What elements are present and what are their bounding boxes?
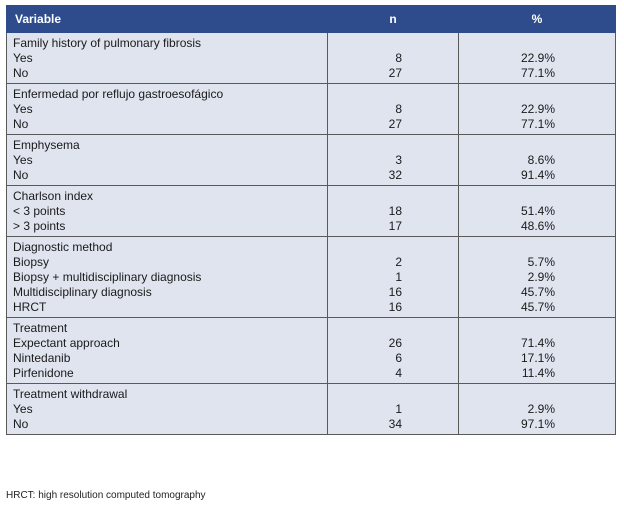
row-n: 16 (388, 300, 402, 314)
row-percent: 22.9% (520, 102, 555, 116)
n-cell (328, 186, 459, 237)
n-cell (328, 84, 459, 135)
spacer (465, 138, 555, 153)
row-n: 17 (388, 219, 402, 233)
group-title: Treatment (13, 321, 68, 335)
footnote: HRCT: high resolution computed tomography (6, 490, 206, 501)
n-cell (328, 318, 459, 384)
group-title: Enfermedad por reflujo gastroesofágico (13, 87, 224, 101)
row-n: 3 (395, 153, 402, 167)
spacer (465, 321, 555, 336)
spacer (334, 36, 402, 51)
row-n: 34 (388, 417, 402, 431)
row-percent: 2.9% (527, 270, 555, 284)
spacer (465, 387, 555, 402)
row-percent: 51.4% (520, 204, 555, 218)
row-percent: 5.7% (527, 255, 555, 269)
spacer (334, 240, 402, 255)
percent-cell (459, 33, 616, 84)
row-label: Expectant approach (13, 336, 120, 350)
table-row (7, 237, 616, 318)
row-n: 4 (395, 366, 402, 380)
spacer (465, 36, 555, 51)
percent-cell (459, 237, 616, 318)
row-n: 8 (395, 102, 402, 116)
row-n: 8 (395, 51, 402, 65)
table-row (7, 84, 616, 135)
group-title: Emphysema (13, 138, 80, 152)
row-n: 32 (388, 168, 402, 182)
row-n: 1 (395, 270, 402, 284)
n-cell (328, 237, 459, 318)
group-title: Charlson index (13, 189, 94, 203)
row-n: 27 (388, 117, 402, 131)
row-percent: 77.1% (520, 66, 555, 80)
table-row (7, 33, 616, 84)
row-percent: 48.6% (520, 219, 555, 233)
row-n: 6 (395, 351, 402, 365)
row-label: No (13, 117, 29, 131)
row-n: 27 (388, 66, 402, 80)
row-label: Yes (13, 51, 33, 65)
table-body (7, 33, 616, 435)
spacer (334, 387, 402, 402)
percent-cell (459, 384, 616, 435)
variable-cell (7, 186, 328, 237)
row-label: Nintedanib (13, 351, 71, 365)
variable-cell (7, 84, 328, 135)
table-row (7, 318, 616, 384)
row-n: 18 (388, 204, 402, 218)
row-label: Yes (13, 402, 33, 416)
row-n: 1 (395, 402, 402, 416)
n-cell (328, 384, 459, 435)
n-cell (328, 135, 459, 186)
variable-cell (7, 384, 328, 435)
row-label: Biopsy + multidisciplinary diagnosis (13, 270, 202, 284)
variable-cell (7, 135, 328, 186)
row-label: No (13, 417, 29, 431)
row-percent: 45.7% (520, 300, 555, 314)
row-percent: 22.9% (520, 51, 555, 65)
header-percent: % (459, 6, 616, 33)
row-label: Pirfenidone (13, 366, 74, 380)
spacer (465, 240, 555, 255)
group-title: Family history of pulmonary fibrosis (13, 36, 202, 50)
row-percent: 77.1% (520, 117, 555, 131)
row-percent: 11.4% (521, 366, 555, 380)
row-label: > 3 points (13, 219, 66, 233)
row-n: 26 (388, 336, 402, 350)
row-label: Biopsy (13, 255, 50, 269)
row-label: HRCT (13, 300, 47, 314)
group-title: Diagnostic method (13, 240, 113, 254)
table-row (7, 186, 616, 237)
spacer (334, 87, 402, 102)
row-n: 2 (395, 255, 402, 269)
table-row (7, 135, 616, 186)
group-title: Treatment withdrawal (13, 387, 128, 401)
spacer (334, 138, 402, 153)
row-percent: 8.6% (527, 153, 555, 167)
row-label: Yes (13, 153, 33, 167)
row-label: No (13, 66, 29, 80)
header-n: n (328, 6, 459, 33)
percent-cell (459, 135, 616, 186)
row-percent: 2.9% (527, 402, 555, 416)
percent-cell (459, 318, 616, 384)
row-n: 16 (388, 285, 402, 299)
data-table-container (6, 5, 615, 435)
row-percent: 91.4% (520, 168, 555, 182)
spacer (465, 189, 555, 204)
row-label: Multidisciplinary diagnosis (13, 285, 152, 299)
variable-cell (7, 318, 328, 384)
row-percent: 71.4% (520, 336, 555, 350)
row-label: < 3 points (13, 204, 66, 218)
spacer (334, 321, 402, 336)
row-label: Yes (13, 102, 33, 116)
row-label: No (13, 168, 29, 182)
data-table (6, 5, 616, 435)
variable-cell (7, 33, 328, 84)
header-variable: Variable (7, 6, 328, 33)
percent-cell (459, 186, 616, 237)
row-percent: 45.7% (520, 285, 555, 299)
table-header-row (7, 6, 616, 33)
spacer (334, 189, 402, 204)
n-cell (328, 33, 459, 84)
table-row (7, 384, 616, 435)
row-percent: 97.1% (520, 417, 555, 431)
variable-cell (7, 237, 328, 318)
row-percent: 17.1% (520, 351, 555, 365)
spacer (465, 87, 555, 102)
percent-cell (459, 84, 616, 135)
